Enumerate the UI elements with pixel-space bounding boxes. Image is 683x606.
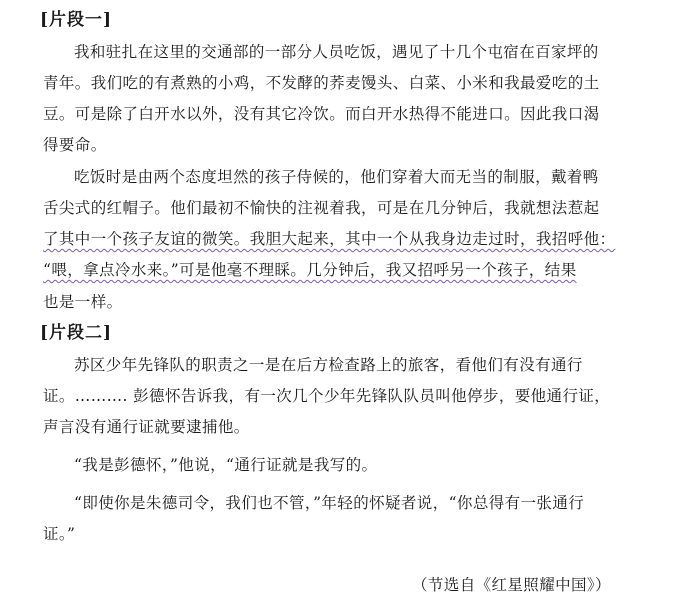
paragraph-line: 豆。可是除了白开水以外，没有其它冷饮。而白开水热得不能进口。因此我口渴 [43,105,600,123]
section-1-heading: [片段一] [40,10,113,30]
section-2-heading: [片段二] [40,323,113,343]
paragraph-line: 吃饭时是由两个态度坦然的孩子侍候的，他们穿着大而无当的制服，戴着鸭 [74,168,599,186]
paragraph-line: 我和驻扎在这里的交通部的一部分人员吃饭，遇见了十几个屯宿在百家坪的 [74,43,599,61]
paragraph-line: 舌尖式的红帽子。他们最初不愉快的注视着我，可是在几分钟后，我就想法惹起 [43,199,600,217]
paragraph-line: 证。” [43,525,76,543]
source-citation: （节选自《红星照耀中国》） [412,576,611,594]
paragraph-line: 也是一样。 [43,293,123,311]
paragraph-line: “我是彭德怀，”他说，“通行证就是我写的。 [74,456,378,474]
underlined-line: “喂，拿点冷水来。”可是他毫不理睬。几分钟后，我又招呼另一个孩子，结果 [43,261,577,279]
paragraph-line: 声言没有通行证就要逮捕他。 [43,418,250,436]
paragraph-line: 青年。我们吃的有煮熟的小鸡，不发酵的荞麦馒头、白菜、小米和我最爱吃的土 [43,74,600,92]
paragraph-line: 得要命。 [43,136,107,154]
underlined-line: 了其中一个孩子友谊的微笑。我胆大起来，其中一个从我身边走过时，我招呼他： [43,230,616,248]
paragraph-line: “即使你是朱德司令，我们也不管，”年轻的怀疑者说，“你总得有一张通行 [74,494,585,512]
paragraph-line: 苏区少年先锋队的职责之一是在后方检查路上的旅客，看他们有没有通行 [74,356,583,374]
paragraph-line: 证。………. 彭德怀告诉我，有一次几个少年先锋队队员叫他停步，要他通行证， [43,387,611,405]
